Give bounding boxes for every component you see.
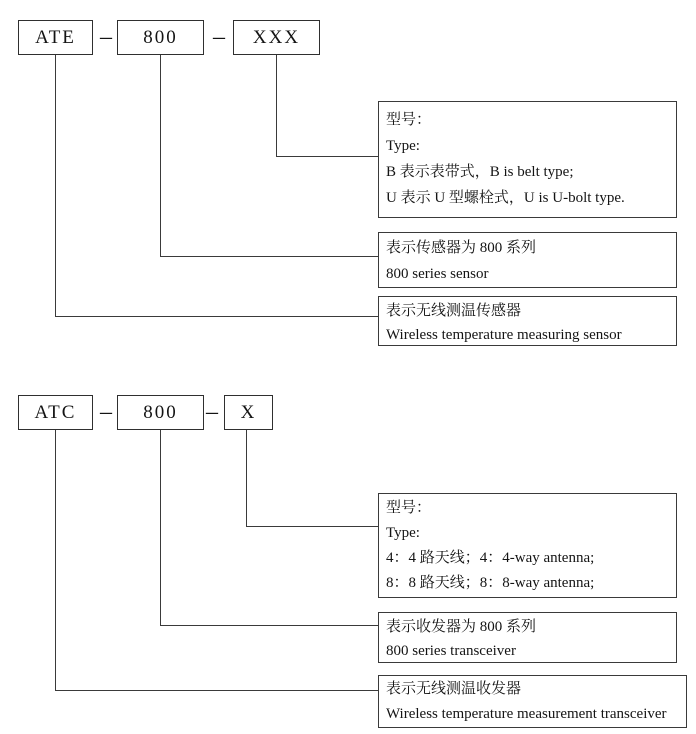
note-type-ate: [378, 101, 677, 218]
note-line: 表示收发器为 800 系列: [386, 619, 537, 635]
note-sensor-ate: [378, 296, 677, 346]
note-line: Type:: [386, 525, 420, 541]
note-line: 4：4 路天线；4：4-way antenna;: [386, 550, 595, 566]
separator-dash: –: [213, 24, 225, 50]
code-box-atc: ATC: [18, 395, 93, 430]
note-series-atc: [378, 612, 677, 663]
note-line: 800 series transceiver: [386, 643, 516, 659]
connector-ate-to-sensor-note: [55, 55, 378, 317]
separator-dash: –: [100, 399, 112, 425]
note-line: U 表示 U 型螺栓式，U is U-bolt type.: [386, 190, 625, 206]
code-box-x: X: [224, 395, 273, 430]
note-line: 800 series sensor: [386, 266, 489, 282]
note-line: 表示传感器为 800 系列: [386, 240, 537, 256]
note-line: 表示无线测温收发器: [386, 681, 522, 697]
note-line: Type:: [386, 138, 420, 154]
connector-atc-to-transceiver-note: [55, 430, 378, 691]
note-line: Wireless temperature measuring sensor: [386, 327, 622, 343]
code-box-800-transceiver: 800: [117, 395, 204, 430]
note-line: 表示无线测温传感器: [386, 303, 522, 319]
note-transceiver-atc: [378, 675, 687, 728]
note-series-ate: [378, 232, 677, 288]
code-box-ate: ATE: [18, 20, 93, 55]
note-type-atc: [378, 493, 677, 598]
note-line: 型号：: [386, 500, 432, 516]
note-line: Wireless temperature measurement transceiver: [386, 706, 667, 722]
code-box-800-sensor: 800: [117, 20, 204, 55]
note-line: 8：8 路天线；8：8-way antenna;: [386, 575, 595, 591]
note-line: 型号：: [386, 112, 432, 128]
note-line: B 表示表带式，B is belt type;: [386, 164, 574, 180]
separator-dash: –: [206, 399, 218, 425]
separator-dash: –: [100, 24, 112, 50]
code-box-xxx: XXX: [233, 20, 320, 55]
